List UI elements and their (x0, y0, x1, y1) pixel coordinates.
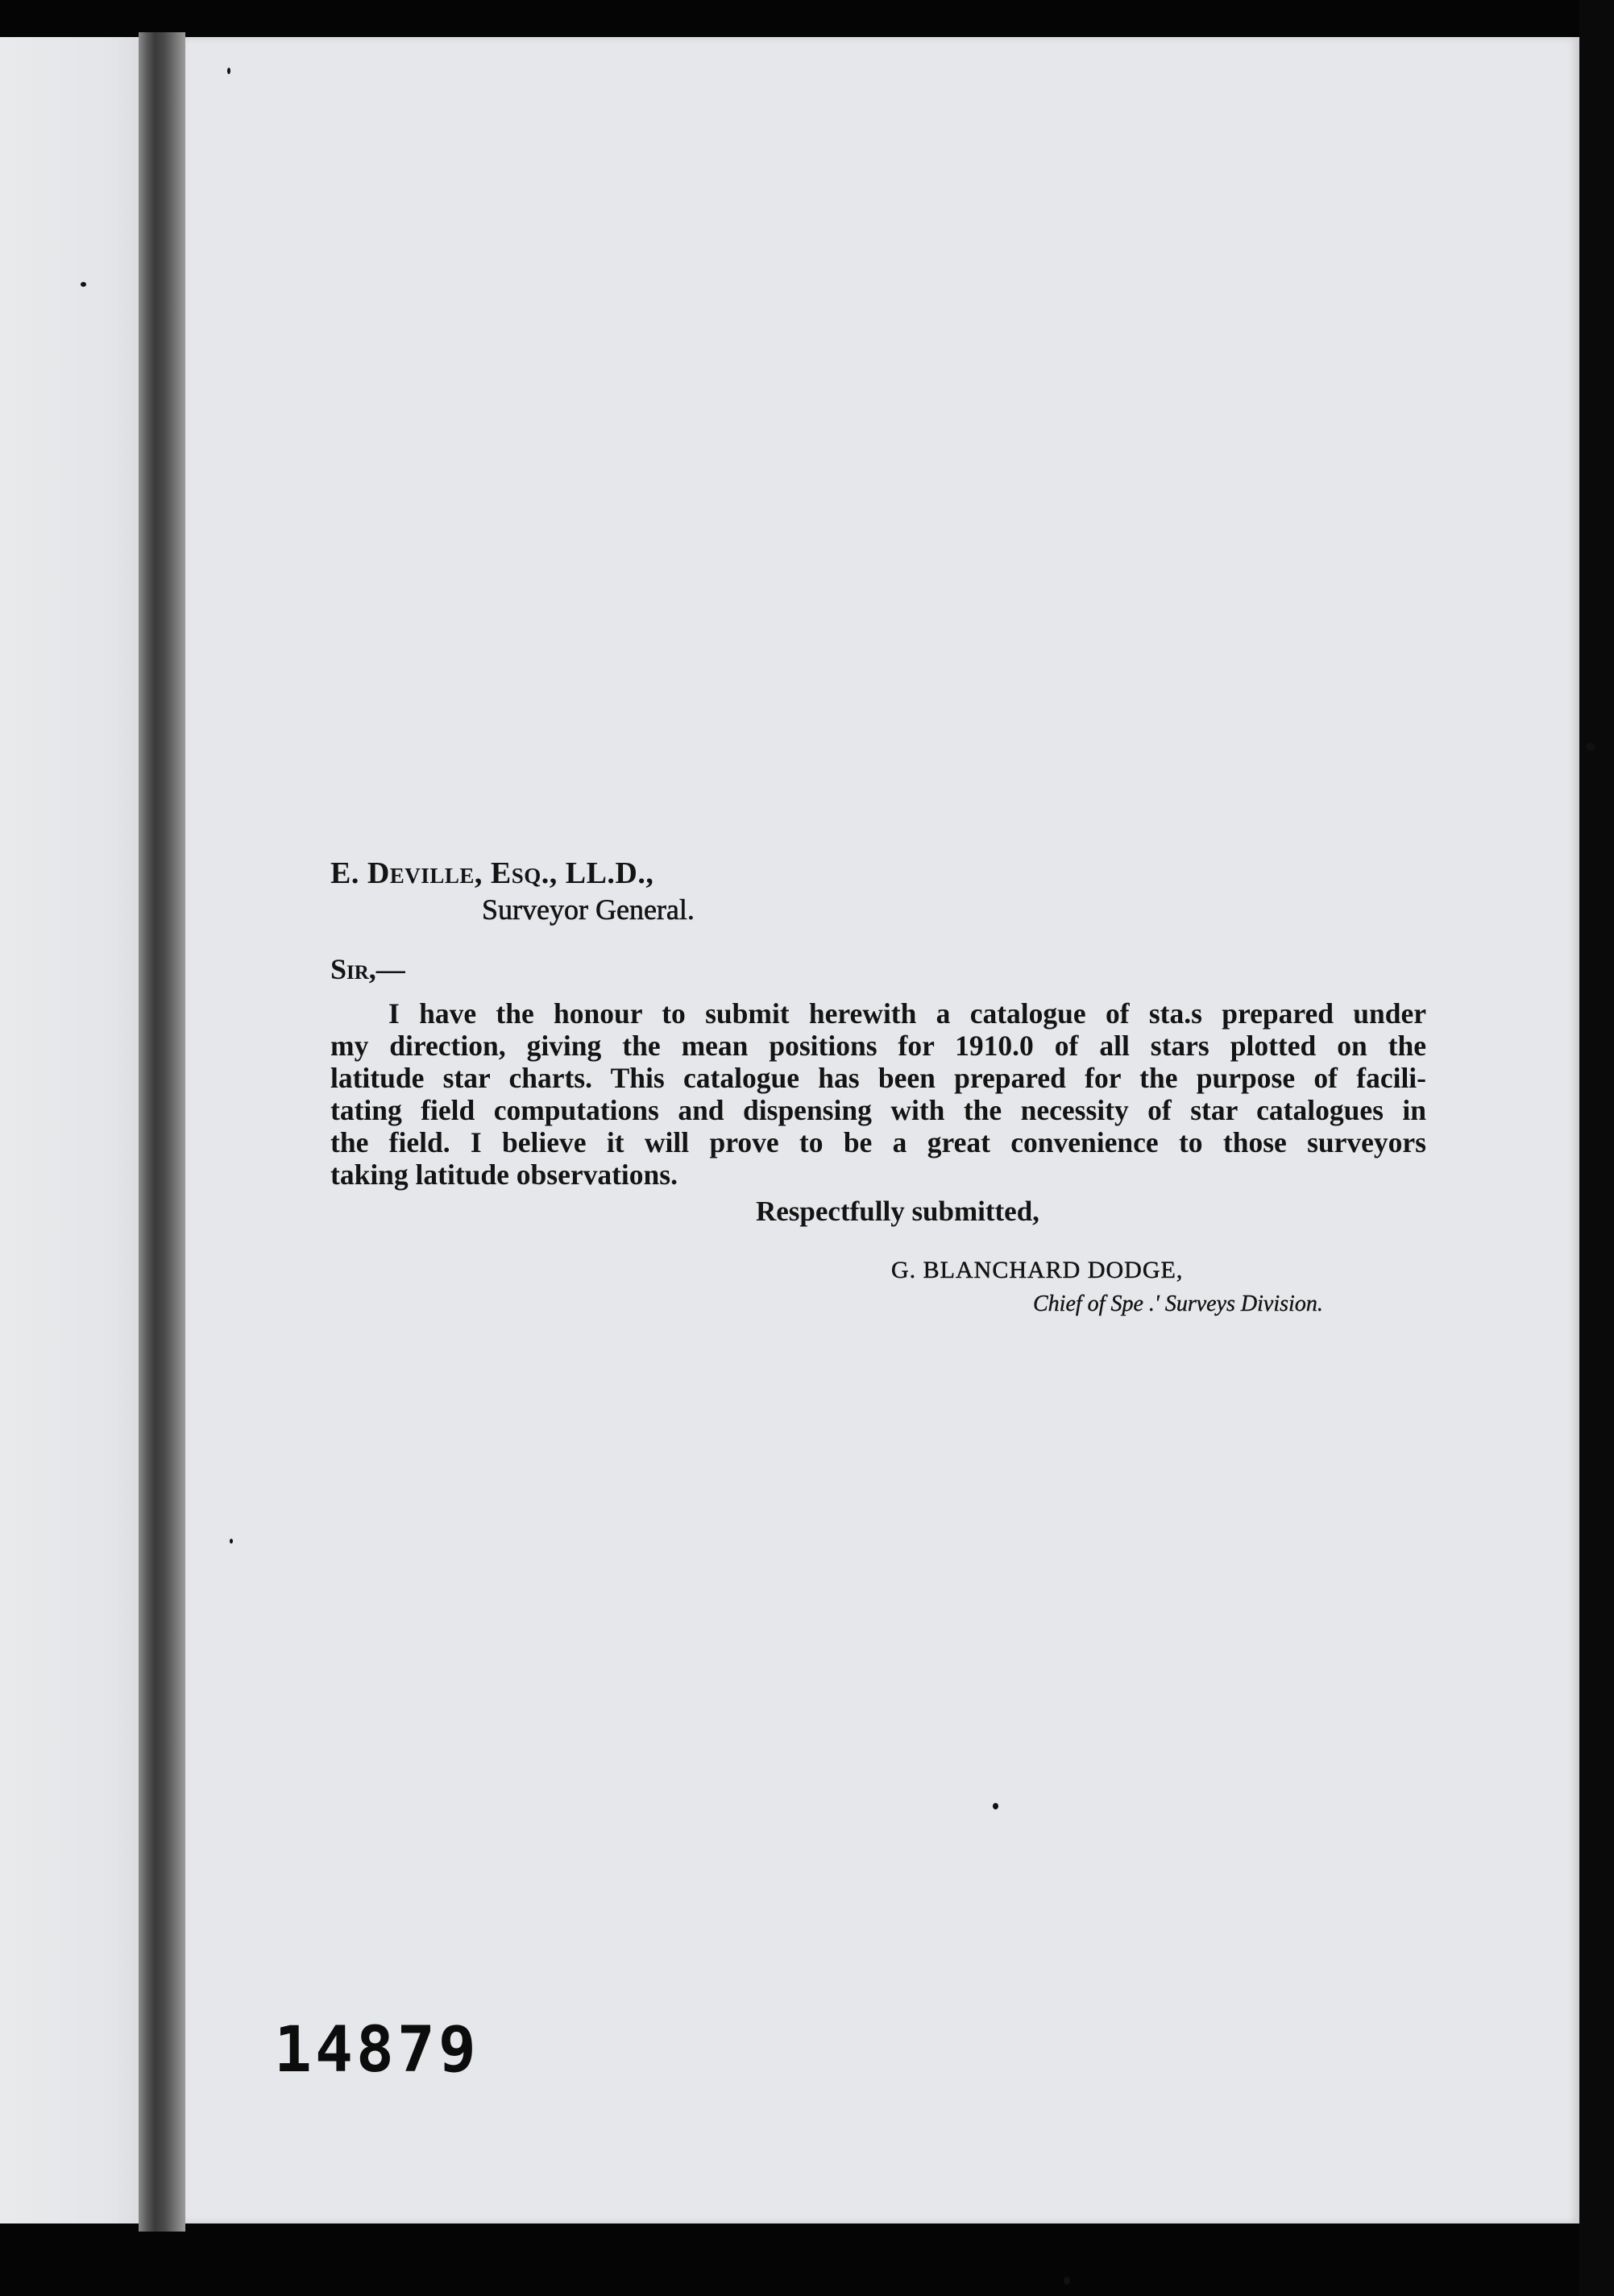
scan-speck (1064, 2277, 1070, 2285)
signer-name: G. BLANCHARD DODGE, (891, 1257, 1184, 1283)
salutation: Sir,— (330, 953, 405, 985)
body-line: tating field computations and dispensing with the necessity of star catalogues in (330, 1094, 1426, 1126)
letter-body (330, 997, 1426, 1191)
scan-border (1579, 0, 1614, 2296)
body-line: I have the honour to submit herewith a catalogue of sta.s prepared under (388, 997, 1426, 1030)
body-line: latitude star charts. This catalogue has been prepared for the purpose of facili- (330, 1062, 1426, 1094)
binding-gutter (139, 32, 185, 2232)
closing: Respectfully submitted, (756, 1196, 1039, 1227)
scan-speck (81, 282, 86, 287)
body-line: taking latitude observations. (330, 1158, 678, 1191)
addressee-honorific: Esq. (490, 856, 550, 890)
facing-page-edge (0, 37, 139, 2223)
addressee-initial: E. (330, 856, 359, 890)
scan-speck (993, 1803, 998, 1809)
body-line: the field. I believe it will prove to be a great convenience to those surveyors (330, 1126, 1426, 1158)
archive-number: 14879 (274, 2014, 479, 2087)
scan-speck (1586, 743, 1595, 751)
addressee-degree: LL.D., (565, 856, 654, 890)
addressee-surname: Deville (367, 856, 475, 890)
addressee-line: E. Deville, Esq., LL.D., (330, 856, 654, 890)
scan-speck (230, 1539, 233, 1544)
scan-speck (227, 68, 230, 74)
body-line: my direction, giving the mean positions for 1910.0 of all stars plotted on the (330, 1030, 1426, 1062)
signer-title: Chief of Spe .' Surveys Division. (1033, 1291, 1323, 1316)
addressee-title: Surveyor General. (482, 893, 695, 926)
